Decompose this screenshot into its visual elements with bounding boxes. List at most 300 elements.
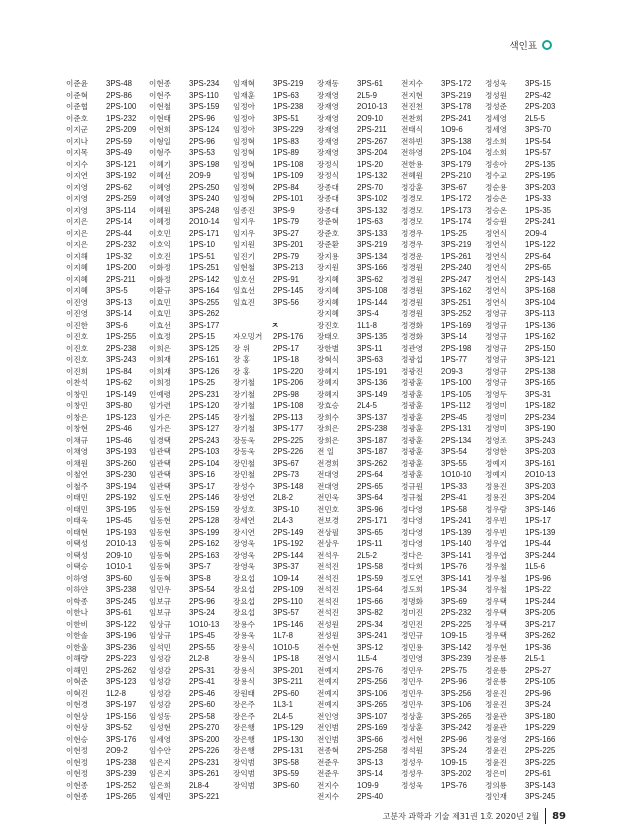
paper-code: 3PS-265 bbox=[441, 711, 472, 721]
author-name: 정연식 bbox=[485, 228, 508, 238]
author-name: 정서현 bbox=[401, 734, 424, 744]
index-entry bbox=[317, 159, 401, 170]
author-name: 정성우 bbox=[401, 757, 424, 767]
index-entry bbox=[401, 699, 485, 710]
index-entry bbox=[485, 343, 569, 354]
paper-code: 1PS-173 bbox=[441, 205, 472, 215]
paper-code: 3PS-27 bbox=[273, 228, 300, 238]
paper-code: 2PS-144 bbox=[273, 550, 304, 560]
index-entry bbox=[317, 182, 401, 193]
author-name: 이혜원 bbox=[149, 205, 172, 215]
author-name: 장재영 bbox=[317, 148, 340, 157]
index-entry bbox=[317, 722, 401, 733]
author-name: 이지연 bbox=[66, 171, 89, 180]
paper-code: 3PS-200 bbox=[189, 734, 220, 744]
author-name: 전성원 bbox=[317, 631, 340, 640]
paper-code: 3PS-203 bbox=[525, 182, 556, 192]
author-name: 정영규 bbox=[485, 332, 508, 341]
index-entry bbox=[233, 101, 317, 112]
index-entry bbox=[66, 630, 150, 641]
page-number: 89 bbox=[552, 810, 566, 822]
author-name: 임가은 bbox=[149, 412, 172, 422]
author-name: 정예지 bbox=[485, 470, 508, 479]
paper-code: 3PS-56 bbox=[273, 297, 300, 307]
index-entry bbox=[233, 331, 317, 342]
paper-code: 2PS-203 bbox=[525, 102, 556, 111]
author-name: 정다영 bbox=[401, 504, 424, 514]
author-name: 장용식 bbox=[233, 642, 256, 652]
index-entry bbox=[66, 780, 150, 791]
author-name: 이하얀 bbox=[66, 585, 89, 594]
index-entry bbox=[317, 377, 401, 388]
author-name: 이지혜 bbox=[66, 286, 89, 295]
author-name: 이호진 bbox=[149, 251, 172, 261]
index-entry bbox=[149, 113, 233, 124]
author-name: 장혜지 bbox=[317, 378, 340, 387]
paper-code: 3PS-9 bbox=[273, 205, 295, 215]
author-name: 정민우 bbox=[401, 700, 424, 709]
paper-code: 2PS-86 bbox=[106, 90, 133, 100]
author-name: 전석진 bbox=[317, 608, 340, 617]
index-entry bbox=[233, 573, 317, 584]
paper-code: 3PS-8 bbox=[189, 573, 211, 583]
author-name: 장용식 bbox=[233, 654, 256, 663]
index-entry bbox=[149, 722, 233, 733]
index-entry bbox=[233, 596, 317, 607]
paper-code: 3PS-166 bbox=[357, 263, 388, 272]
index-entry bbox=[233, 584, 317, 595]
author-name: 정경원 bbox=[401, 263, 424, 272]
author-name: 정강훈 bbox=[401, 182, 424, 192]
index-entry bbox=[233, 216, 317, 227]
index-entry bbox=[485, 193, 569, 204]
index-entry bbox=[485, 596, 569, 607]
author-name: 정연식 bbox=[485, 251, 508, 261]
index-entry bbox=[149, 101, 233, 112]
author-name: 이지영 bbox=[66, 205, 89, 215]
paper-code: 2PS-65 bbox=[357, 481, 384, 491]
author-name: 이해민 bbox=[66, 665, 89, 675]
index-entry bbox=[317, 285, 401, 296]
index-entry bbox=[485, 228, 569, 239]
author-name: 정민우 bbox=[401, 677, 424, 686]
author-name: 이혜영 bbox=[149, 182, 172, 192]
author-name: 이진호 bbox=[66, 343, 89, 353]
index-entry bbox=[401, 711, 485, 722]
index-entry bbox=[66, 791, 150, 802]
index-entry bbox=[317, 469, 401, 480]
index-entry bbox=[401, 561, 485, 572]
index-entry bbox=[317, 124, 401, 135]
index-entry bbox=[317, 366, 401, 377]
paper-code: 3PS-213 bbox=[273, 263, 304, 272]
index-entry bbox=[401, 193, 485, 204]
index-entry bbox=[149, 435, 233, 446]
paper-code: 1PS-140 bbox=[441, 539, 472, 548]
index-entry bbox=[317, 274, 401, 285]
index-entry bbox=[317, 331, 401, 342]
author-name: 이희재 bbox=[149, 366, 172, 376]
index-entry bbox=[401, 274, 485, 285]
author-name: 장재동 bbox=[317, 79, 340, 88]
index-entry bbox=[233, 182, 317, 193]
index-entry bbox=[149, 596, 233, 607]
index-entry bbox=[485, 262, 569, 273]
index-entry bbox=[66, 216, 150, 227]
index-entry bbox=[485, 113, 569, 124]
paper-code: 2PS-34 bbox=[357, 619, 384, 629]
author-name: 전지수 bbox=[317, 792, 340, 801]
author-name: 정광훈 bbox=[401, 378, 424, 387]
index-entry bbox=[485, 239, 569, 250]
paper-code: 2PS-195 bbox=[525, 171, 556, 180]
index-entry bbox=[149, 458, 233, 469]
index-entry bbox=[233, 504, 317, 515]
author-name: 이준호 bbox=[66, 113, 89, 123]
paper-code: 1PS-45 bbox=[189, 631, 216, 640]
paper-code: 2PS-142 bbox=[189, 274, 220, 284]
paper-code: 3PS-134 bbox=[357, 251, 388, 261]
index-entry bbox=[149, 469, 233, 480]
author-name: 정우철 bbox=[485, 562, 508, 571]
paper-code: 3PS-194 bbox=[106, 481, 137, 491]
author-name: 임관택 bbox=[149, 458, 172, 468]
paper-code: 1PS-10 bbox=[189, 240, 216, 249]
index-entry bbox=[233, 389, 317, 400]
author-name: 임석민 bbox=[149, 642, 172, 652]
author-name: 임재혁 bbox=[233, 79, 256, 88]
author-name: 임정혁 bbox=[233, 182, 256, 192]
index-entry bbox=[485, 688, 569, 699]
author-name: 임가련 bbox=[149, 401, 172, 410]
index-entry bbox=[401, 101, 485, 112]
author-name: 이희정 bbox=[149, 378, 172, 387]
index-entry bbox=[233, 343, 317, 354]
author-name: 전 일 bbox=[317, 447, 335, 456]
index-entry bbox=[401, 78, 485, 89]
paper-code: 1PS-162 bbox=[525, 332, 556, 341]
index-entry bbox=[66, 159, 150, 170]
index-entry bbox=[233, 550, 317, 561]
paper-code: 2PS-159 bbox=[189, 504, 220, 514]
author-name: 전지현 bbox=[401, 90, 424, 100]
author-name: 이채원 bbox=[66, 458, 89, 468]
paper-code: 3PS-238 bbox=[106, 585, 137, 594]
author-name: 이진호 bbox=[66, 355, 89, 364]
author-name: 이현주 bbox=[149, 90, 172, 100]
paper-code: 1PS-58 bbox=[357, 562, 384, 571]
paper-code: 1O10-5 bbox=[273, 642, 300, 652]
paper-code: 3PS-52 bbox=[106, 723, 133, 732]
author-name: 이화정 bbox=[149, 274, 172, 284]
index-entry bbox=[66, 550, 150, 561]
index-entry bbox=[233, 239, 317, 250]
author-name: 정운룡 bbox=[485, 654, 508, 663]
author-name: 정인재 bbox=[485, 792, 508, 801]
paper-code: 1PS-255 bbox=[106, 332, 137, 341]
author-name: 정경모 bbox=[401, 217, 424, 226]
index-entry bbox=[401, 331, 485, 342]
index-entry bbox=[149, 538, 233, 549]
paper-code: 1PS-146 bbox=[273, 619, 304, 629]
author-name: 전인범 bbox=[317, 723, 340, 732]
paper-code: 2PS-104 bbox=[441, 148, 472, 157]
index-entry bbox=[317, 147, 401, 158]
paper-code: 2PS-223 bbox=[106, 654, 137, 663]
author-name: 정경원 bbox=[401, 286, 424, 295]
author-name: 정영규 bbox=[485, 366, 508, 376]
author-name: 이희재 bbox=[149, 355, 172, 364]
paper-code: 3PS-80 bbox=[106, 401, 133, 410]
paper-code: 2PS-267 bbox=[357, 136, 388, 146]
paper-code: 3PS-164 bbox=[189, 286, 220, 295]
author-name: 정규원 bbox=[401, 481, 424, 491]
index-entry bbox=[149, 676, 233, 687]
author-name: 이태민 bbox=[66, 504, 89, 514]
paper-code: 3PS-262 bbox=[357, 458, 388, 468]
paper-code: 3PS-199 bbox=[189, 527, 220, 537]
index-entry bbox=[66, 90, 150, 101]
index-entry bbox=[66, 596, 150, 607]
index-entry bbox=[66, 642, 150, 653]
paper-code: 1PS-25 bbox=[189, 378, 216, 387]
author-name: 임동혁 bbox=[149, 550, 172, 560]
paper-code: 3PS-219 bbox=[357, 240, 388, 249]
paper-code: 2PS-96 bbox=[441, 734, 468, 744]
index-entry bbox=[317, 504, 401, 515]
index-entry bbox=[317, 492, 401, 503]
paper-code: 3PS-159 bbox=[189, 102, 220, 111]
paper-code: 3PS-141 bbox=[441, 550, 472, 560]
index-entry bbox=[233, 147, 317, 158]
index-entry bbox=[485, 791, 569, 802]
paper-code: 2PS-17 bbox=[273, 343, 300, 353]
paper-code: 2PS-59 bbox=[106, 136, 133, 146]
author-name: 이진영 bbox=[66, 297, 89, 307]
paper-code: 2PS-231 bbox=[189, 389, 220, 399]
author-name: 정승온 bbox=[485, 205, 508, 215]
paper-code: 2PS-258 bbox=[357, 746, 388, 755]
paper-code: 2PS-145 bbox=[189, 412, 220, 422]
author-name: 장은행 bbox=[233, 723, 256, 732]
paper-code: 2L5-2 bbox=[357, 550, 377, 560]
section-letter: ㅈ bbox=[271, 320, 279, 330]
author-name: 임지우 bbox=[233, 217, 256, 226]
author-name: 이효선 bbox=[149, 320, 172, 330]
author-name: 전석진 bbox=[317, 585, 340, 594]
paper-code: 1PS-89 bbox=[273, 148, 300, 157]
index-entry bbox=[401, 239, 485, 250]
paper-code: 2PS-46 bbox=[189, 688, 216, 698]
paper-code: 3PS-135 bbox=[357, 332, 388, 341]
index-entry bbox=[149, 665, 233, 676]
index-entry bbox=[66, 147, 150, 158]
paper-code: 1PS-123 bbox=[106, 412, 137, 422]
index-entry bbox=[233, 607, 317, 618]
author-name: 임경택 bbox=[149, 435, 172, 445]
author-name: 이한솔 bbox=[66, 631, 89, 640]
paper-code: 3PS-17 bbox=[189, 481, 216, 491]
author-name: 이준혁 bbox=[66, 90, 89, 100]
index-entry bbox=[485, 504, 569, 515]
paper-code: 2L4-5 bbox=[357, 401, 377, 410]
author-name: 이지혜 bbox=[66, 274, 89, 284]
paper-code: 1PS-229 bbox=[525, 723, 556, 732]
author-name: 임성동 bbox=[149, 711, 172, 721]
paper-code: 2PS-259 bbox=[106, 194, 137, 203]
author-name: 이형일 bbox=[149, 136, 172, 146]
author-name: 임관택 bbox=[149, 447, 172, 456]
index-entry bbox=[66, 366, 150, 377]
spacer bbox=[233, 308, 317, 319]
index-entry bbox=[485, 665, 569, 676]
paper-code: 2PS-162 bbox=[189, 539, 220, 548]
paper-code: 3PS-53 bbox=[189, 148, 216, 157]
index-entry bbox=[149, 527, 233, 538]
index-column bbox=[401, 0, 485, 830]
author-name: 이혁준 bbox=[66, 677, 89, 686]
index-entry bbox=[401, 159, 485, 170]
index-entry bbox=[317, 665, 401, 676]
author-name: 장요섭 bbox=[233, 596, 256, 606]
paper-code: 2PS-225 bbox=[525, 746, 556, 755]
index-entry bbox=[401, 688, 485, 699]
index-entry bbox=[149, 239, 233, 250]
author-name: 장 위 bbox=[233, 343, 251, 353]
paper-code: 3PS-4 bbox=[357, 309, 379, 318]
author-name: 정영두 bbox=[485, 389, 508, 399]
paper-code: 2PS-98 bbox=[273, 389, 300, 399]
paper-code: 3PS-137 bbox=[357, 412, 388, 422]
author-name: 정연식 bbox=[485, 240, 508, 249]
index-entry bbox=[233, 515, 317, 526]
author-name: 정경우 bbox=[401, 228, 424, 238]
paper-code: 3PS-240 bbox=[189, 194, 220, 203]
author-name: 정영미 bbox=[485, 424, 508, 433]
paper-code: 3PS-225 bbox=[525, 757, 556, 767]
index-entry bbox=[66, 297, 150, 308]
index-entry bbox=[485, 653, 569, 664]
author-name: 임은희 bbox=[149, 780, 172, 790]
index-entry bbox=[485, 722, 569, 733]
index-entry bbox=[149, 699, 233, 710]
author-name: 정연식 bbox=[485, 274, 508, 284]
index-entry bbox=[149, 481, 233, 492]
index-entry bbox=[149, 251, 233, 262]
paper-code: 3PS-24 bbox=[525, 700, 552, 709]
author-name: 이준윤 bbox=[66, 79, 89, 88]
author-name: 정광훈 bbox=[401, 470, 424, 479]
index-entry bbox=[317, 711, 401, 722]
index-entry bbox=[401, 780, 485, 791]
paper-code: 3PS-126 bbox=[189, 366, 220, 376]
author-name: 정성원 bbox=[485, 90, 508, 100]
author-name: 장혜지 bbox=[317, 366, 340, 376]
author-name: 이찬석 bbox=[66, 378, 89, 387]
author-name: 이지군 bbox=[66, 125, 89, 134]
author-name: 정영규 bbox=[485, 355, 508, 364]
index-entry bbox=[485, 423, 569, 434]
author-name: 임동혁 bbox=[149, 573, 172, 583]
author-name: 장재영 bbox=[317, 113, 340, 123]
author-name: 정민용 bbox=[401, 642, 424, 652]
index-entry bbox=[149, 757, 233, 768]
author-name: 정민진 bbox=[401, 619, 424, 629]
index-entry bbox=[485, 251, 569, 262]
author-name: 임현철 bbox=[233, 263, 256, 272]
paper-code: 3PS-203 bbox=[525, 447, 556, 456]
author-name: 장준환 bbox=[317, 240, 340, 249]
author-name: 정성준 bbox=[485, 102, 508, 111]
index-entry bbox=[66, 584, 150, 595]
author-name: 장세연 bbox=[233, 516, 256, 525]
paper-code: 1PS-261 bbox=[441, 251, 472, 261]
paper-code: 1PS-200 bbox=[106, 263, 137, 272]
index-entry bbox=[66, 412, 150, 423]
author-name: 임정혁 bbox=[233, 136, 256, 146]
author-name: 장성호 bbox=[233, 504, 256, 514]
index-entry bbox=[149, 446, 233, 457]
paper-code: 2L5-1 bbox=[525, 654, 545, 663]
index-entry bbox=[233, 170, 317, 181]
author-name: 장기철 bbox=[233, 389, 256, 399]
paper-code: 1PS-32 bbox=[106, 251, 133, 261]
index-entry bbox=[149, 193, 233, 204]
index-entry bbox=[485, 285, 569, 296]
paper-code: 3PS-229 bbox=[273, 125, 304, 134]
paper-code: 3PS-60 bbox=[273, 780, 300, 790]
index-entry bbox=[317, 561, 401, 572]
paper-code: 2PS-44 bbox=[106, 228, 133, 238]
paper-code: 2PS-192 bbox=[106, 493, 137, 502]
author-name: 이호민 bbox=[149, 228, 172, 238]
author-name: 장재영 bbox=[317, 90, 340, 100]
author-name: 장은주 bbox=[233, 711, 256, 721]
paper-code: 3PS-15 bbox=[525, 79, 552, 88]
index-entry bbox=[401, 745, 485, 756]
author-name: 장시연 bbox=[233, 527, 256, 537]
index-entry bbox=[317, 113, 401, 124]
index-entry bbox=[233, 400, 317, 411]
author-name: 정광훈 bbox=[401, 389, 424, 399]
paper-code: 2PS-76 bbox=[357, 665, 384, 675]
paper-code: 1O10-1 bbox=[106, 562, 133, 571]
author-name: 임진기 bbox=[233, 251, 256, 261]
author-name: 이현종 bbox=[149, 79, 172, 88]
paper-code: 3PS-24 bbox=[441, 746, 468, 755]
author-name: 정소희 bbox=[485, 148, 508, 157]
author-name: 정경원 bbox=[401, 274, 424, 284]
paper-code: 2L8-2 bbox=[273, 493, 293, 502]
paper-code: 1PS-96 bbox=[525, 573, 552, 583]
author-name: 이형주 bbox=[149, 148, 172, 157]
author-name: 정민규 bbox=[401, 631, 424, 640]
paper-code: 1PS-192 bbox=[273, 539, 304, 548]
author-name: 임성감 bbox=[149, 700, 172, 709]
paper-code: 1PS-83 bbox=[273, 136, 300, 146]
index-entry bbox=[233, 538, 317, 549]
author-name: 정영규 bbox=[485, 343, 508, 353]
author-name: 인예령 bbox=[149, 389, 172, 399]
index-entry bbox=[149, 711, 233, 722]
index-entry bbox=[401, 216, 485, 227]
paper-code: 2PS-96 bbox=[189, 113, 216, 123]
index-entry bbox=[233, 665, 317, 676]
index-entry bbox=[233, 458, 317, 469]
index-entry bbox=[233, 90, 317, 101]
paper-code: 1PS-241 bbox=[441, 516, 472, 525]
author-name: 전수현 bbox=[317, 642, 340, 652]
